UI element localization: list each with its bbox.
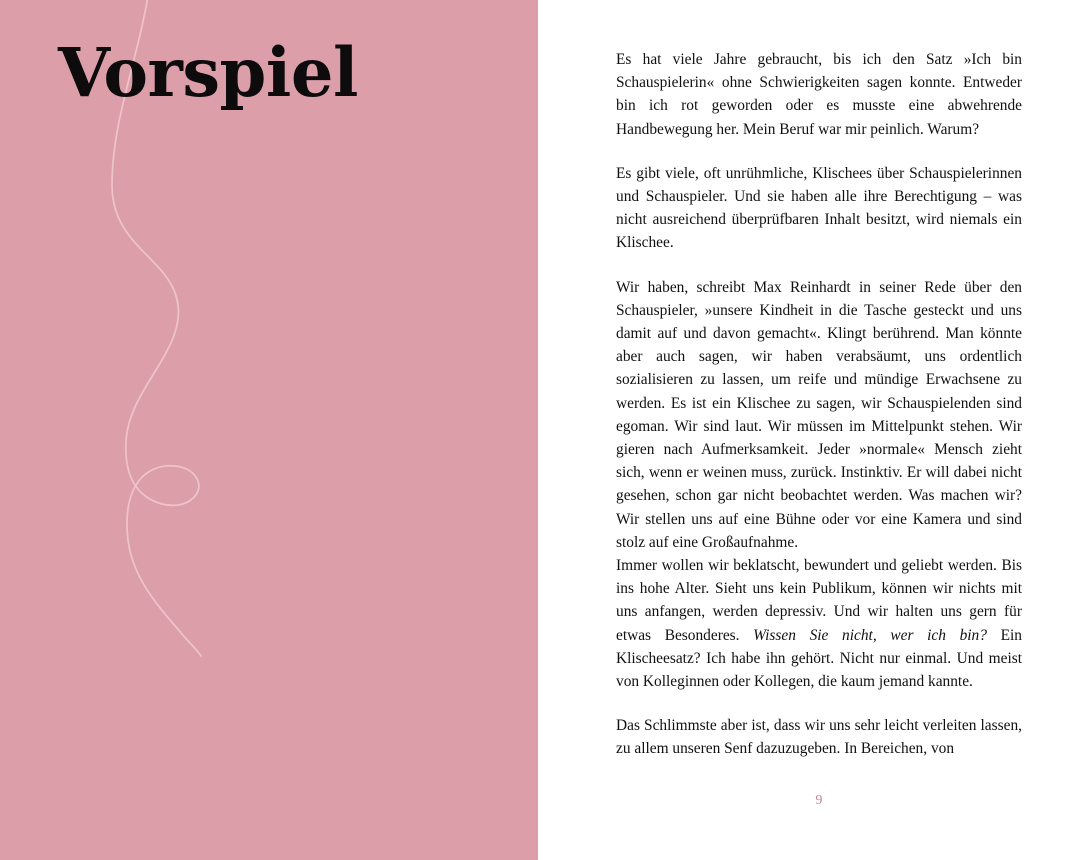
decorative-flourish-line xyxy=(0,0,538,860)
paragraph-4-text-after-italic: Ein Klischeesatz? Ich habe ihn gehört. Nicht nur einmal. Und meist von Kolleginnen oder Kollegen, die kaum jemand kannte. xyxy=(616,626,1022,691)
body-text-column xyxy=(616,48,1022,761)
paragraph-4-italic-phrase: Wissen Sie nicht, wer ich bin? xyxy=(753,626,987,644)
chapter-title: Vorspiel xyxy=(58,33,358,112)
body-paragraph-2: Es gibt viele, oft unrühmliche, Klischees über Schauspielerinnen und Schauspieler. Und sie haben alle ihre Berechtigung – was nicht ausreichend überprüfbaren Inhalt besitzt, wird niemals ein Klischee. xyxy=(616,164,1022,252)
body-paragraph-5: Das Schlimmste aber ist, dass wir uns sehr leicht verleiten lassen, zu allem unseren Senf dazuzugeben. In Bereichen, von xyxy=(616,717,1022,758)
page-number: 9 xyxy=(815,793,823,808)
right-page-text xyxy=(538,0,1080,860)
body-paragraph-3: Wir haben, schreibt Max Reinhardt in seiner Rede über den Schauspieler, »unsere Kindheit in die Tasche gesteckt und uns damit auf und davon gemacht«. Klingt berührend. Man könnte aber auch sagen, wir haben verabsäumt, uns ordentlich sozialisieren zu lassen, um reife und mündige Erwachsene zu werden. Es ist ein Klischee zu sagen, wir Schauspielenden sind egoman. Wir sind laut. Wir müssen im Mittelpunkt stehen. Wir gieren nach Aufmerksamkeit. Jeder »normale« Mensch zieht sich, wenn er weinen muss, zurück. Instinktiv. Er will dabei nicht gesehen, schon gar nicht beobachtet werden. Was machen wir? Wir stellen uns auf eine Bühne oder vor eine Kamera und sind stolz auf eine Großaufnahme. xyxy=(616,278,1022,551)
body-paragraph-4 xyxy=(616,554,1022,693)
body-paragraph-1: Es hat viele Jahre gebraucht, bis ich den Satz »Ich bin Schauspielerin« ohne Schwierigkeiten sagen konnte. Entweder bin ich rot geworden oder es musste eine abwehrende Handbewegung her. Mein Beruf war mir peinlich. Warum? xyxy=(616,51,1022,138)
left-page-pink-panel xyxy=(0,0,538,860)
paragraph-4-text-before-italic: Immer wollen wir beklatscht, bewundert und geliebt werden. Bis ins hohe Alter. Sieht uns kein Publikum, können wir nichts mit uns anfangen, werden depressiv. Und wir halten uns gern für etwas Besonderes. xyxy=(616,557,1022,644)
